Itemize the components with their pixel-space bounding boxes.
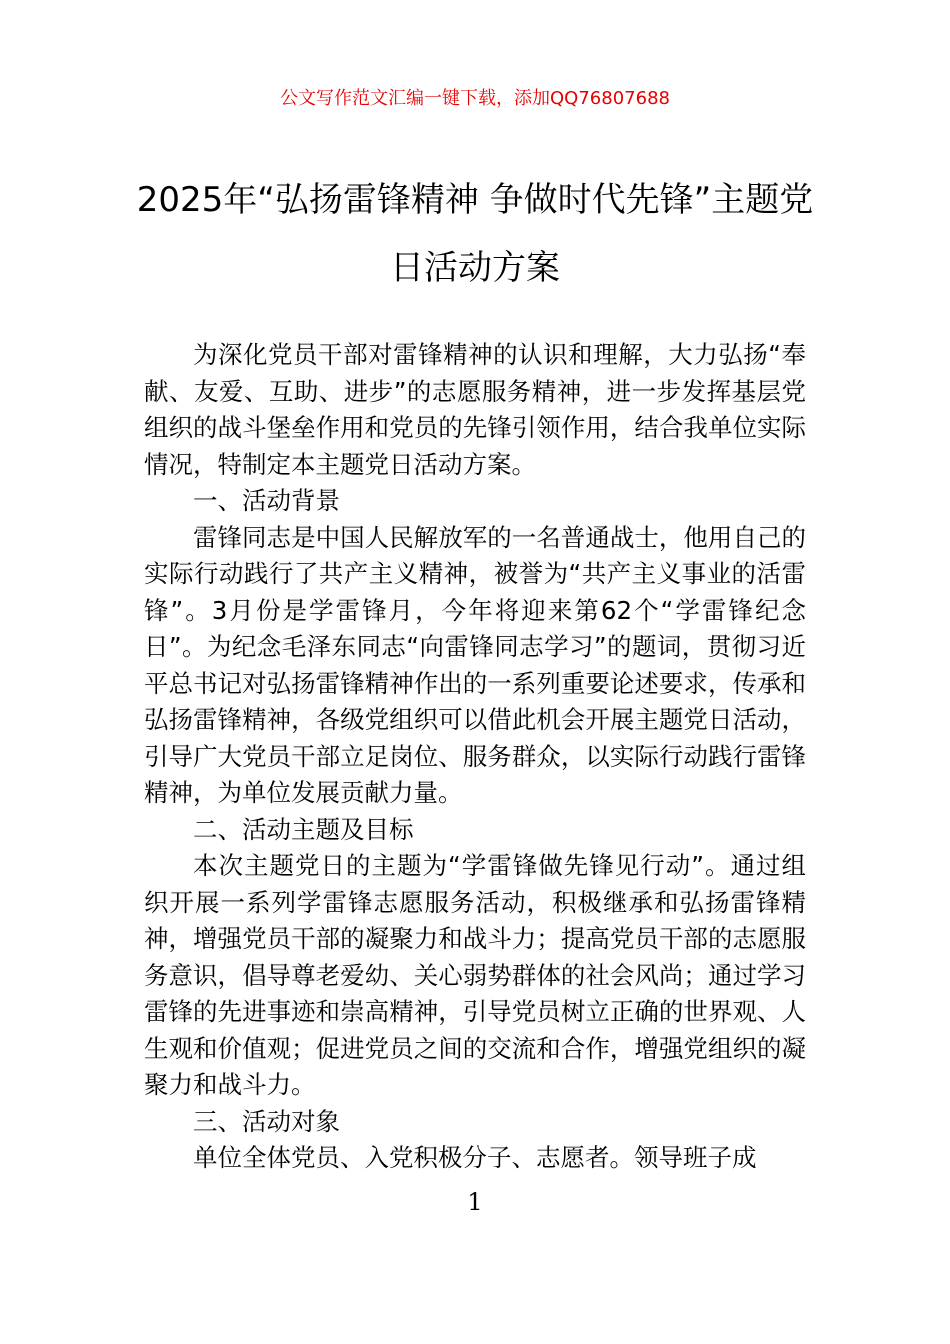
- paragraph-participants: 单位全体党员、入党积极分子、志愿者。领导班子成: [193, 1143, 757, 1172]
- page-number: 1: [467, 1188, 483, 1216]
- paragraph-theme: 本次主题党日的主题为“学雷锋做先锋见行动”。通过组织开展一系列学雷锋志愿服务活动，积极继承和弘扬雷锋精神，增强党员干部的凝聚力和战斗力；提高党员干部的志愿服务意识，倡导尊老爱幼、关心弱势群体的社会风尚；通过学习雷锋的先进事迹和崇高精神，引导党员树立正确的世界观、人生观和价值观；促进党员之间的交流和合作，增强党组织的凝聚力和战斗力。: [144, 851, 806, 1099]
- paragraph-background: 雷锋同志是中国人民解放军的一名普通战士，他用自己的实际行动践行了共产主义精神，被誉为“共产主义事业的活雷锋”。3月份是学雷锋月，今年将迎来第62个“学雷锋纪念日”。为纪念毛泽东同志“向雷锋同志学习”的题词，贯彻习近平总书记对弘扬雷锋精神作出的一系列重要论述要求，传承和弘扬雷锋精神，各级党组织可以借此机会开展主题党日活动，引导广大党员干部立足岗位、服务群众，以实际行动践行雷锋精神，为单位发展贡献力量。: [144, 522, 806, 807]
- section-heading-participants: 三、活动对象: [193, 1106, 340, 1136]
- section-heading-background: 一、活动背景: [193, 486, 340, 515]
- section-heading-theme: 二、活动主题及目标: [193, 814, 414, 844]
- promo-header: 公文写作范文汇编一键下载，添加QQ76807688: [280, 88, 670, 109]
- document-body: [144, 337, 806, 1177]
- document-title: 2025年“弘扬雷锋精神 争做时代先锋”主题党日活动方案: [136, 180, 814, 288]
- paragraph-intro: 为深化党员干部对雷锋精神的认识和理解，大力弘扬“奉献、友爱、互助、进步”的志愿服务精神，进一步发挥基层党组织的战斗堡垒作用和党员的先锋引领作用，结合我单位实际情况，特制定本主题党日活动方案。: [144, 340, 806, 479]
